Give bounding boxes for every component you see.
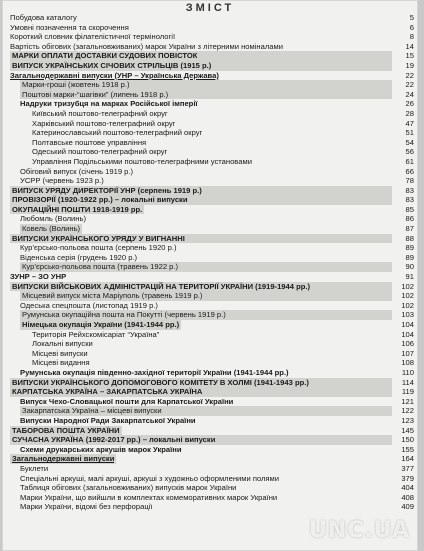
toc-entry xyxy=(10,23,416,33)
toc-entry-label-wrap xyxy=(20,310,392,320)
toc-entry xyxy=(10,445,416,455)
toc-entry-page-number: 26 xyxy=(405,99,414,109)
toc-entry-title: ВИПУСКИ УКРАЇНСЬКОГО ДОПОМОГОВОГО КОМІТЕТУ В ХОЛМІ (1941-1943 рр.) xyxy=(12,377,309,387)
toc-entry-label-wrap xyxy=(32,147,167,157)
toc-entry-page-number: 15 xyxy=(405,51,414,61)
toc-entry-label-wrap xyxy=(10,32,175,42)
toc-entry-label-wrap xyxy=(20,90,392,100)
toc-entry xyxy=(10,349,416,359)
toc-entry-title: Обіговий випуск (січень 1919 р.) xyxy=(20,166,134,176)
toc-entry-title: Полтавське поштове управління xyxy=(32,137,147,147)
toc-entry xyxy=(10,426,416,436)
toc-entry-page-number: 8 xyxy=(409,32,414,42)
toc-entry-title: УСРР (червень 1923 р.) xyxy=(20,176,104,186)
toc-entry-title: ПРОВІЗОРІЇ (1920-1922 рр.) – локальні випуски xyxy=(12,195,188,205)
toc-entry-title: ВИПУСКИ УКРАЇНСЬКОГО УРЯДУ У ВИГНАННІ xyxy=(12,233,185,243)
toc-entry-page-number: 104 xyxy=(401,329,414,339)
toc-entry-label-wrap xyxy=(10,42,283,52)
toc-entry-page-number: 106 xyxy=(401,339,414,349)
toc-entry-title: Закарпатська Україна – місцеві випуски xyxy=(22,406,162,416)
toc-entry xyxy=(10,262,416,272)
toc-entry xyxy=(10,320,416,330)
toc-entry-label-wrap xyxy=(10,51,392,61)
toc-entry xyxy=(10,474,416,484)
toc-entry-page-number: 155 xyxy=(401,444,414,454)
toc-entry-title: Німецька окупація України (1941-1944 рр.) xyxy=(22,320,180,329)
toc-entry xyxy=(10,253,416,263)
toc-entry xyxy=(10,42,416,52)
toc-entry xyxy=(10,282,416,292)
toc-entry-page-number: 86 xyxy=(405,214,414,224)
toc-entry-label-wrap xyxy=(10,378,392,388)
toc-entry xyxy=(10,90,416,100)
toc-entry-label-wrap xyxy=(10,71,219,81)
toc-entry-title: Румунська окупація південно-західної території України (1941-1944 рр.) xyxy=(20,367,289,377)
toc-entry-title: Одеська спецпошта (листопад 1919 р.) xyxy=(20,300,158,310)
toc-entry xyxy=(10,358,416,368)
toc-entry xyxy=(10,13,416,23)
toc-entry-page-number: 164 xyxy=(401,454,414,464)
toc-entry-label-wrap xyxy=(10,23,129,33)
table-of-contents xyxy=(10,13,416,512)
toc-entry-title: Румунська окупаційна пошта на Покутті (червень 1919 р.) xyxy=(22,310,226,320)
toc-entry xyxy=(10,387,416,397)
toc-entry-page-number: 66 xyxy=(405,166,414,176)
toc-entry-title: ВИПУСК УКРАЇНСЬКИХ СІЧОВИХ СТРІЛЬЦІВ (1915 р.) xyxy=(12,60,212,70)
toc-entry xyxy=(10,378,416,388)
catalog-page xyxy=(2,0,418,551)
toc-entry-title: Харківський поштово-телеграфний округ xyxy=(32,118,176,128)
toc-entry-page-number: 102 xyxy=(401,281,414,291)
toc-entry-page-number: 22 xyxy=(405,70,414,80)
toc-entry xyxy=(10,128,416,138)
toc-entry xyxy=(10,493,416,503)
toc-entry-label-wrap xyxy=(20,80,392,90)
toc-entry-page-number: 150 xyxy=(401,435,414,445)
toc-entry-label-wrap xyxy=(32,349,88,359)
toc-entry-label-wrap xyxy=(20,262,392,272)
toc-entry-page-number: 119 xyxy=(401,387,414,397)
toc-entry-page-number: 6 xyxy=(409,22,414,32)
toc-entry-label-wrap xyxy=(10,426,122,436)
toc-entry xyxy=(10,483,416,493)
toc-entry-page-number: 408 xyxy=(401,492,414,502)
toc-entry-page-number: 377 xyxy=(401,463,414,473)
toc-entry-title: Ковель (Волинь) xyxy=(22,224,81,234)
toc-entry-label-wrap xyxy=(10,272,66,282)
toc-entry-title: Місцеві випуски xyxy=(32,348,88,358)
toc-entry-title: ВИПУСК УРЯДУ ДИРЕКТОРІЇ УНР (серпень 1919 р.) xyxy=(12,185,202,195)
toc-entry xyxy=(10,234,416,244)
toc-entry-label-wrap xyxy=(20,301,158,311)
toc-entry xyxy=(10,406,416,416)
toc-entry-title: Локальні випуски xyxy=(32,339,93,349)
toc-entry-label-wrap xyxy=(32,138,146,148)
toc-entry-label-wrap xyxy=(10,13,77,23)
toc-entry-label-wrap xyxy=(10,195,392,205)
toc-entry xyxy=(10,330,416,340)
toc-entry-page-number: 114 xyxy=(401,377,414,387)
toc-entry-label-wrap xyxy=(20,416,196,426)
toc-entry-title: ОКУПАЦІЙНІ ПОШТИ 1918-1919 рр. xyxy=(12,204,143,214)
toc-entry-page-number: 89 xyxy=(405,243,414,253)
toc-entry xyxy=(10,310,416,320)
toc-entry-label-wrap xyxy=(20,253,137,263)
toc-entry-label-wrap xyxy=(20,474,279,484)
toc-entry-title: Місцеві видання xyxy=(32,358,90,368)
toc-entry xyxy=(10,272,416,282)
toc-entry-label-wrap xyxy=(20,224,82,234)
toc-entry-page-number: 85 xyxy=(405,204,414,214)
toc-entry-page-number: 379 xyxy=(401,473,414,483)
toc-entry-label-wrap xyxy=(32,128,202,138)
toc-entry-page-number: 110 xyxy=(401,367,414,377)
toc-entry-title: Вартість обігових (загальновживаних) марок України з літерними номіналами xyxy=(10,41,283,51)
toc-entry-page-number: 22 xyxy=(405,80,414,90)
toc-entry xyxy=(10,80,416,90)
toc-entry xyxy=(10,32,416,42)
toc-entry-title: Надруки тризубця на марках Російської імперії xyxy=(20,99,198,109)
toc-entry-label-wrap xyxy=(32,339,93,349)
toc-entry-label-wrap xyxy=(32,358,90,368)
toc-entry-page-number: 145 xyxy=(401,425,414,435)
toc-entry-page-number: 108 xyxy=(401,358,414,368)
toc-entry-title: Катеринославський поштово-телеграфний округ xyxy=(32,128,203,138)
toc-entry xyxy=(10,291,416,301)
toc-entry-label-wrap xyxy=(20,502,152,512)
toc-entry-title: Любомль (Волинь) xyxy=(20,214,86,224)
toc-entry-page-number: 409 xyxy=(401,502,414,512)
toc-entry-title: Випуск Чехо-Словацької пошти для Карпатської України xyxy=(20,396,234,406)
toc-entry xyxy=(10,147,416,157)
toc-entry xyxy=(10,214,416,224)
toc-entry-page-number: 89 xyxy=(405,252,414,262)
toc-entry-page-number: 88 xyxy=(405,233,414,243)
toc-entry-label-wrap xyxy=(20,214,86,224)
toc-entry-title: Київський поштово-телеграфний округ xyxy=(32,108,168,118)
toc-entry xyxy=(10,301,416,311)
toc-entry-title: СУЧАСНА УКРАЇНА (1992-2017 рр.) – локальні випуски xyxy=(12,435,216,445)
toc-entry-label-wrap xyxy=(20,406,392,416)
toc-entry-page-number: 61 xyxy=(405,156,414,166)
toc-entry-title: Загальнодержавні випуски xyxy=(12,454,115,464)
toc-entry-title: Одеський поштово-телеграфний округ xyxy=(32,147,168,157)
toc-entry-label-wrap xyxy=(10,205,144,215)
toc-entry-label-wrap xyxy=(20,291,392,301)
toc-entry-title: Управління Подільськими поштово-телеграфними установами xyxy=(32,156,252,166)
toc-entry-title: Буклети xyxy=(20,463,49,473)
toc-entry-label-wrap xyxy=(20,176,104,186)
toc-entry xyxy=(10,61,416,71)
toc-entry-title: МАРКИ ОПЛАТИ ДОСТАВКИ СУДОВИХ ПОВІСТОК xyxy=(12,51,198,61)
toc-entry xyxy=(10,99,416,109)
toc-entry-page-number: 19 xyxy=(405,60,414,70)
toc-entry-title: Загальнодержавні випуски (УНР – Українська Держава) xyxy=(10,70,219,80)
toc-entry-title: Поштові марки-“шагівки” (липень 1918 р.) xyxy=(22,89,169,99)
watermark-logo: UNC.UA xyxy=(309,518,410,543)
toc-entry-title: Таблиця обігових (загальновживаних) випусків марок України xyxy=(20,483,237,493)
toc-entry-page-number: 5 xyxy=(409,13,414,22)
toc-entry-title: Місцевий випуск міста Маріуполь (травень 1919 р.) xyxy=(22,291,203,301)
toc-entry-page-number: 102 xyxy=(401,291,414,301)
toc-entry-title: Схеми друкарських аркушів марок України xyxy=(20,444,182,454)
page-title: ЗМІСТ xyxy=(185,2,235,14)
toc-entry xyxy=(10,205,416,215)
toc-entry-label-wrap xyxy=(32,157,252,167)
toc-entry xyxy=(10,368,416,378)
toc-entry-page-number: 54 xyxy=(405,137,414,147)
toc-entry xyxy=(10,464,416,474)
toc-entry-label-wrap xyxy=(20,483,236,493)
toc-entry-label-wrap xyxy=(20,167,133,177)
toc-entry-page-number: 103 xyxy=(401,310,414,320)
toc-entry-label-wrap xyxy=(32,119,175,129)
toc-entry xyxy=(10,243,416,253)
toc-entry-title: Випуски Народної Ради Закарпатської України xyxy=(20,415,196,425)
toc-entry-label-wrap xyxy=(10,387,392,397)
toc-entry-title: Віденська серія (грудень 1920 р.) xyxy=(20,252,138,262)
toc-entry-page-number: 14 xyxy=(405,41,414,51)
toc-entry xyxy=(10,435,416,445)
toc-entry-title: Умовні позначення та скорочення xyxy=(10,22,129,32)
toc-entry-label-wrap xyxy=(20,445,182,455)
toc-entry xyxy=(10,119,416,129)
toc-entry-title: Марки-гроші (жовтень 1918 р.) xyxy=(22,80,130,90)
toc-entry-title: Побудова каталогу xyxy=(10,13,77,22)
toc-entry xyxy=(10,71,416,81)
toc-entry-title: Територія Рейхскомісаріат “Україна” xyxy=(32,329,160,339)
toc-entry-label-wrap xyxy=(10,435,392,445)
toc-entry xyxy=(10,454,416,464)
toc-entry-label-wrap xyxy=(10,454,116,464)
toc-entry-page-number: 47 xyxy=(405,118,414,128)
toc-entry xyxy=(10,186,416,196)
toc-entry-label-wrap xyxy=(10,186,392,196)
toc-entry-page-number: 56 xyxy=(405,147,414,157)
toc-entry xyxy=(10,138,416,148)
toc-entry-page-number: 83 xyxy=(405,195,414,205)
toc-entry xyxy=(10,157,416,167)
toc-entry xyxy=(10,195,416,205)
toc-entry-title: ТАБОРОВА ПОШТА УКРАЇНИ xyxy=(12,425,120,435)
toc-entry xyxy=(10,224,416,234)
toc-entry xyxy=(10,416,416,426)
toc-entry xyxy=(10,397,416,407)
toc-entry-page-number: 51 xyxy=(405,128,414,138)
toc-entry-label-wrap xyxy=(20,464,48,474)
toc-entry-page-number: 123 xyxy=(401,415,414,425)
toc-entry xyxy=(10,176,416,186)
toc-entry-label-wrap xyxy=(20,493,277,503)
toc-entry-page-number: 122 xyxy=(401,406,414,416)
toc-entry xyxy=(10,502,416,512)
toc-entry-title: Кур’єрсько-польова пошта (травень 1922 р.) xyxy=(22,262,179,272)
toc-entry-page-number: 104 xyxy=(401,320,414,329)
toc-entry-label-wrap xyxy=(20,397,233,407)
toc-entry-page-number: 78 xyxy=(405,176,414,186)
toc-entry-page-number: 102 xyxy=(401,300,414,310)
toc-entry-title: ВИПУСКИ ВІЙСЬКОВИХ АДМІНІСТРАЦІЙ НА ТЕРИТОРІЇ УКРАЇНИ (1919-1944 рр.) xyxy=(12,281,311,291)
toc-entry-label-wrap xyxy=(20,243,177,253)
toc-entry-label-wrap xyxy=(20,368,289,378)
toc-entry-page-number: 87 xyxy=(405,224,414,234)
toc-entry xyxy=(10,167,416,177)
toc-entry-page-number: 28 xyxy=(405,108,414,118)
toc-entry-title: Марки України, що вийшли в комплектах комеморативних марок України xyxy=(20,492,278,502)
toc-entry-page-number: 83 xyxy=(405,185,414,195)
toc-entry-page-number: 91 xyxy=(405,272,414,282)
toc-entry-label-wrap xyxy=(20,320,181,330)
toc-entry-title: Короткий словник філателістичної термінології xyxy=(10,32,176,42)
toc-entry xyxy=(10,109,416,119)
toc-entry-title: Кур’єрсько-польова пошта (серпень 1920 р.) xyxy=(20,243,177,253)
toc-entry-page-number: 24 xyxy=(405,89,414,99)
toc-entry xyxy=(10,339,416,349)
toc-entry-label-wrap xyxy=(10,234,392,244)
toc-entry-title: Марки України, відомі без перфорації xyxy=(20,502,153,512)
toc-entry-title: ЗУНР – ЗО УНР xyxy=(10,272,67,282)
toc-entry-page-number: 107 xyxy=(401,348,414,358)
toc-entry xyxy=(10,51,416,61)
toc-entry-page-number: 90 xyxy=(405,262,414,272)
toc-entry-title: КАРПАТСЬКА УКРАЇНА – ЗАКАРПАТСЬКА УКРАЇНА xyxy=(12,387,203,397)
toc-entry-label-wrap xyxy=(32,109,168,119)
toc-entry-label-wrap xyxy=(20,99,198,109)
toc-entry-label-wrap xyxy=(10,61,392,71)
toc-entry-label-wrap xyxy=(10,282,392,292)
toc-entry-label-wrap xyxy=(32,330,159,340)
toc-entry-page-number: 121 xyxy=(401,396,414,406)
toc-entry-title: Спеціальні аркуші, малі аркуші, аркуші з художньо оформленими полями xyxy=(20,473,280,483)
toc-entry-page-number: 404 xyxy=(401,483,414,493)
